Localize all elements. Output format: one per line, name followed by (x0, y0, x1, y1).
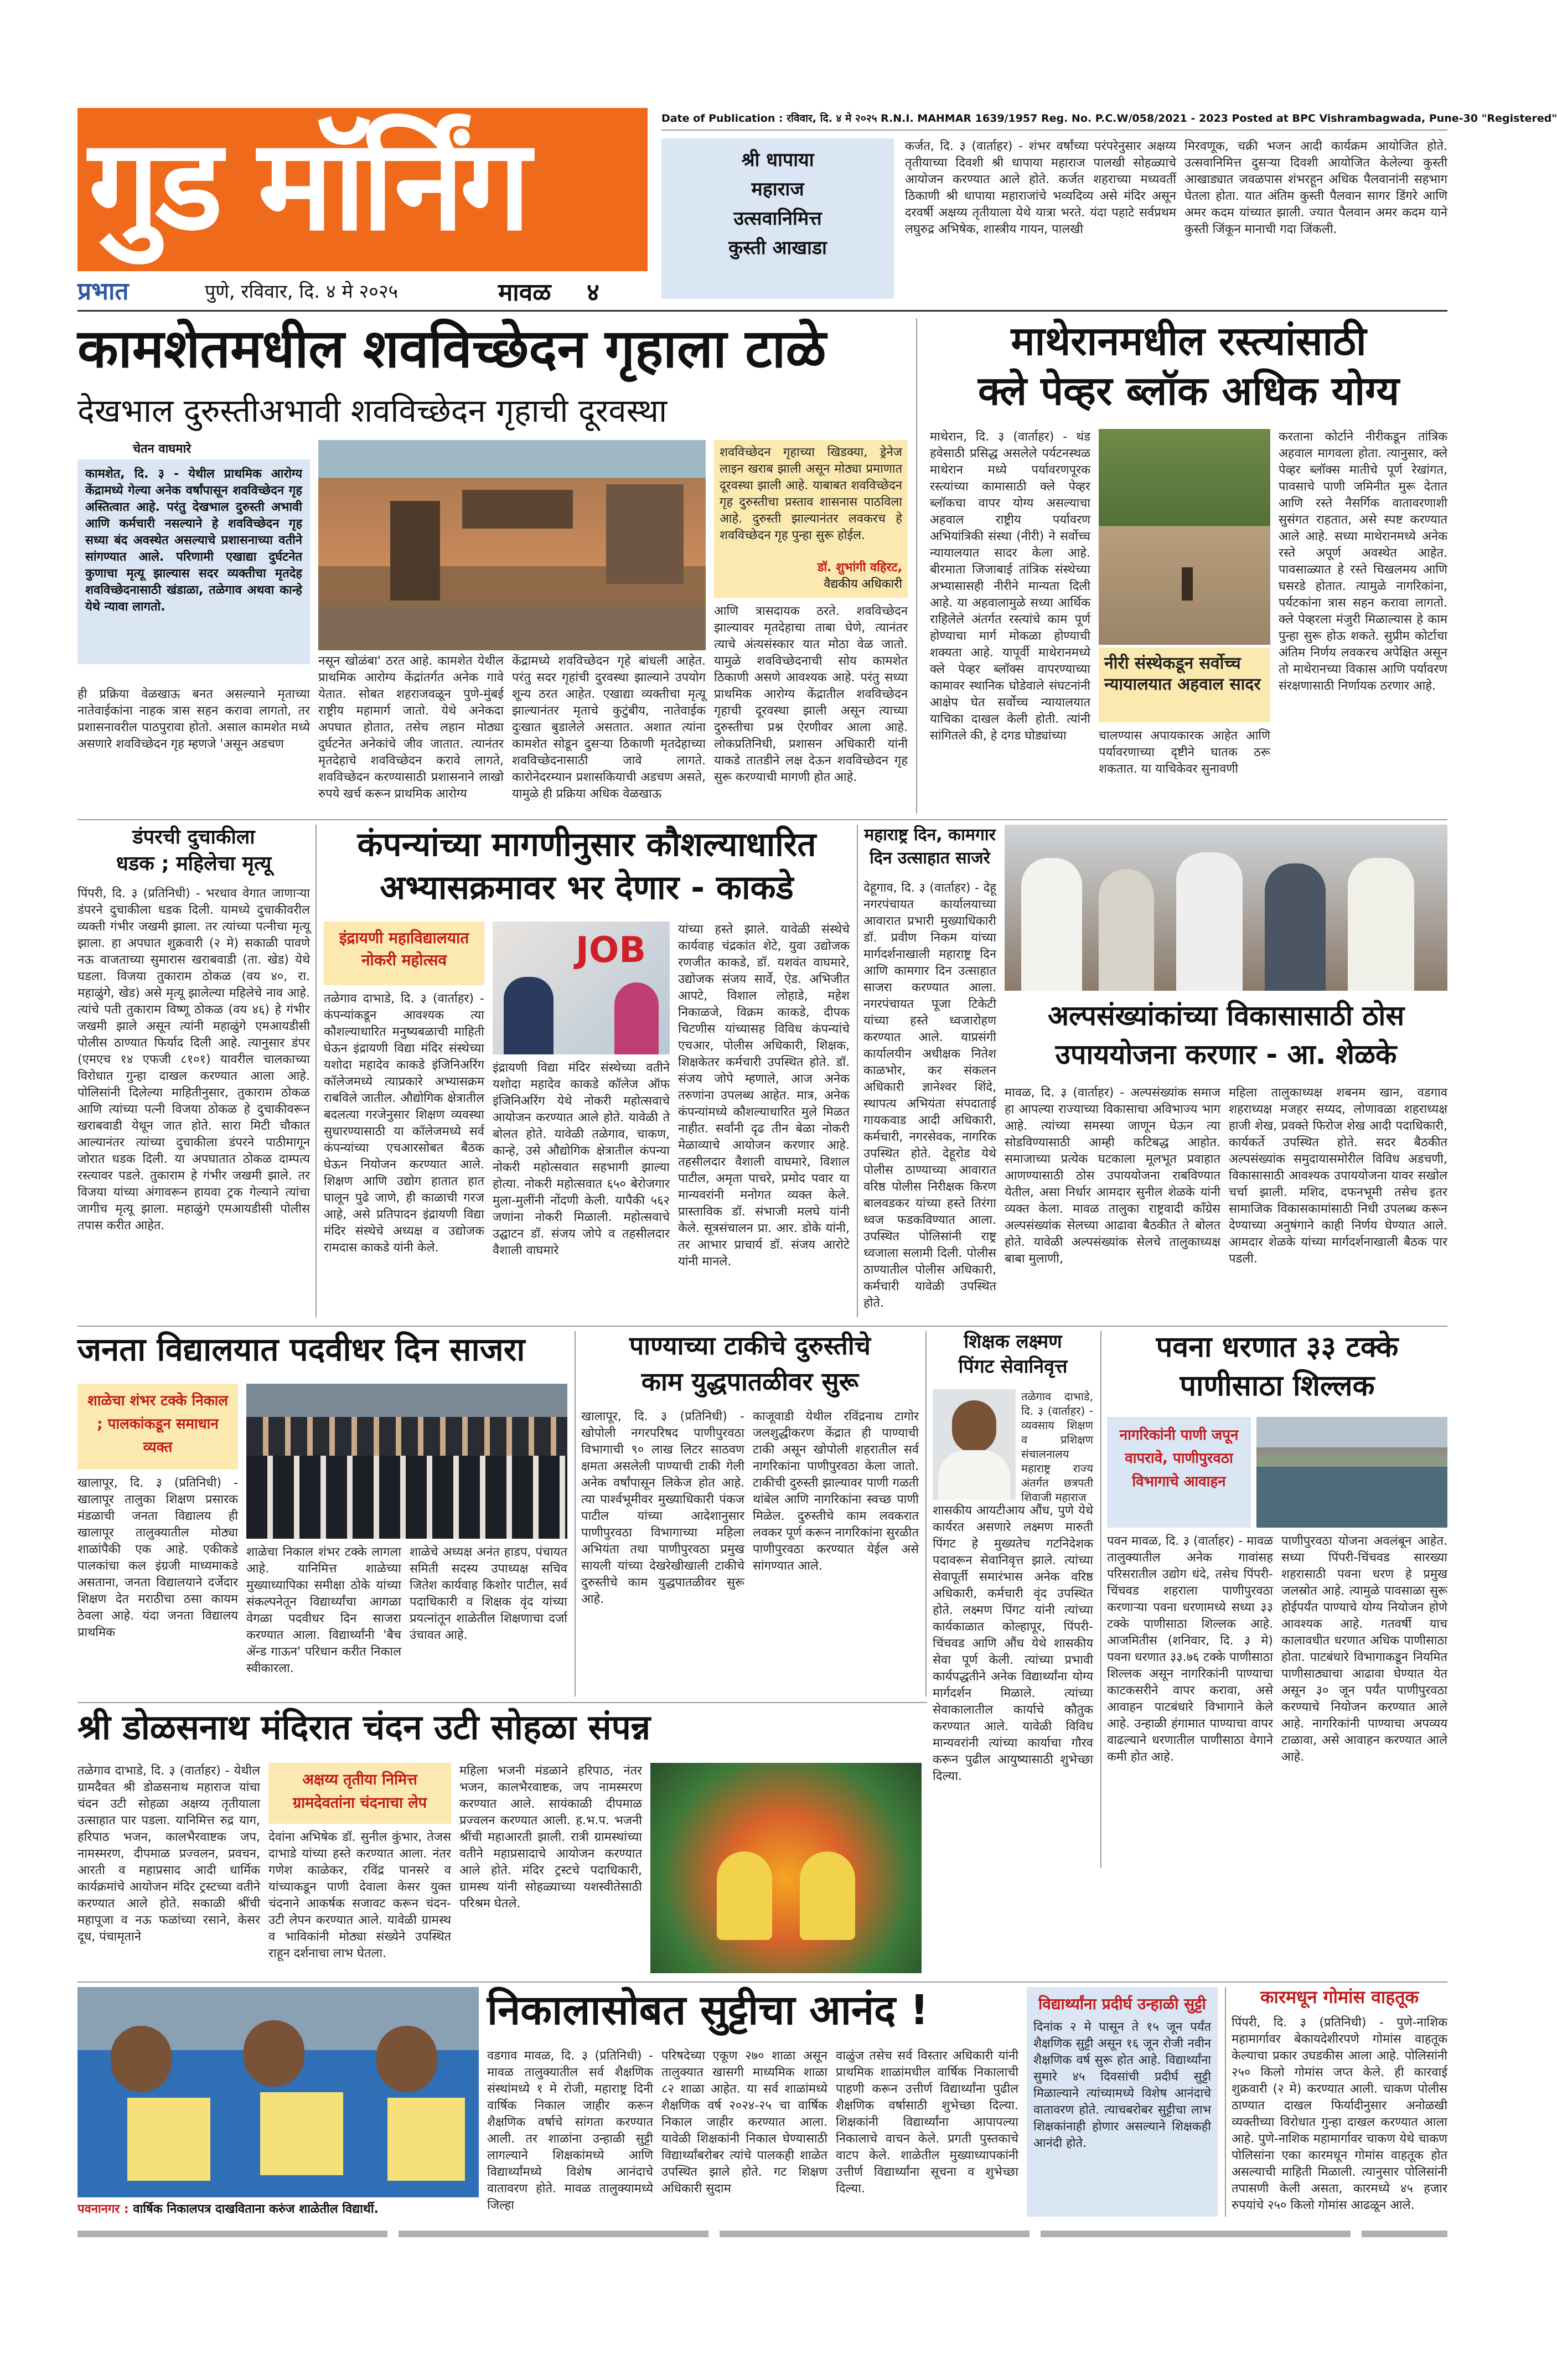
kamshet-quote-author: डॉ. शुभांगी वहिरट, (817, 561, 902, 575)
kamgar-head-1: महाराष्ट्र दिन, कामगार (864, 825, 996, 845)
masthead-logo: गुड मॉर्निंग (89, 111, 527, 258)
row-rule-4 (77, 1981, 1447, 1983)
kamshet-quote-box (714, 440, 908, 598)
dolasnath-headline: श्री डोळसनाथ मंदिरात चंदन उटी सोहळा संपन्न (77, 1707, 651, 1747)
gomans-headline: कारमधून गोमांस वाहतूक (1260, 1986, 1419, 2008)
janata-photo (246, 1384, 567, 1539)
kakade-photo (493, 922, 670, 1054)
pingat-photo (933, 1389, 1016, 1500)
kusti-box (661, 138, 894, 299)
pavana-col-1: पवन मावळ, दि. ३ (वार्ताहर) - मावळ तालुक्यातील अनेक गावांसह परिसरातील उद्योग धंदे, तसेच पिंपरी-चिंचवड शहराला पाणीपुरवठा करणाऱ्या पवना धरणामध्ये सध्या ३३ टक्के पाणीसाठा शिल्लक आहे. आजमितीस (शनिवार, दि. ३ मे) पवना धरणात ३३.७६ टक्के पाणीसाठा शिल्लक असून नागरिकांनी पाण्याचा काटकसरीने वापर करावा, असे आवाहन पाटबंधारे विभागाने केले आहे. उन्हाळी हंगामात पाण्याचा वापर वाढल्याने धरणातील पाणीसाठा वेगाने कमी होत आहे. (1107, 1534, 1273, 1764)
masthead-strip (77, 271, 648, 306)
pingat-head-1: शिक्षक लक्ष्मण (964, 1331, 1062, 1353)
dolasnath-photo (650, 1763, 922, 1973)
shelke-col-1: मावळ, दि. ३ (वार्ताहर) - अल्पसंख्यांक समाज हा आपल्या राज्याच्या विकासाचा अविभाज्य भाग आहे. त्यांच्या समस्या जाणून घेऊन त्या सोडविण्यासाठी आम्ही कटिबद्ध आहोत. समाजाच्या प्रत्येक घटकाला मूलभूत प्रवाहात आणण्यासाठी ठोस उपाययोजना राबविण्यात येतील, असा निर्धार आमदार सुनील शेळके यांनी व्यक्त केला. मावळ तालुका राष्ट्रवादी काँग्रेस अल्पसंख्यांक सेलच्या आढावा बैठकीत ते बोलत होते. यावेळी अल्पसंख्यांक सेलचे तालुकाध्यक्ष बाबा मुलाणी, (1005, 1086, 1220, 1266)
pavana-box-text: नागरिकांनी पाणी जपून वापरावे, पाणीपुरवठा विभागाचे आवाहन (1119, 1427, 1239, 1490)
tanki-col-2: काजूवाडी येथील रविंद्रनाथ टागोर जलशुद्धीकरण केंद्रात ही पाण्याची टाकी असून खोपोली शहरातील सर्व नागरिकांना पाणीपुरवठा केला जातो. टाकीची दुरुस्ती झाल्यावर पाणी गळती थांबेल आणि नागरिकांना स्वच्छ पाणी मिळेल. दुरुस्तीचे काम लवकरात लवकर पूर्ण करून नागरिकांना सुरळीत पाणीपुरवठा करण्यात येईल असे सांगण्यात आले. (753, 1410, 919, 1573)
janata-col-3: शाळेचे अध्यक्ष अनंत हाडप, पंचायत समिती सदस्य उपाध्यक्ष सचिव जितेश कार्यवाह किशोर पाटील, सर्व पदाधिकारी व शिक्षक वृंद यांच्या प्रयत्नांतून शाळेतील शिक्षणाचा दर्जा उंचावत आहे. (410, 1545, 567, 1642)
pavana-head-1: पवना धरणात ३३ टक्के (1156, 1331, 1399, 1364)
job-banner-text: JOB (576, 930, 646, 971)
kamshet-col-3: केंद्रामध्ये शवविच्छेदन गृहे बांधली आहेत. परंतु सदर गृहांची दुरवस्था झाल्याने उपयोग शून्य ठरत आहेत. एखाद्या व्यक्तीचा मृत्यू झाल्यानंतर मृताचे कुटुंबीय, नातेवाईक दुःखात बुडालेले असतात. अशात त्यांना कामशेत सोडून दुसऱ्या ठिकाणी मृतदेहाच्या शवविच्छेदनासाठी जावे लागते. कारोनेदरम्यान प्रशासकियाची अडचण असते, यामुळे ही प्रक्रिया अधिक वेळखाऊ (512, 654, 706, 801)
dampar-head-1: डंपरची दुचाकीला (132, 826, 255, 848)
shelke-photo (1005, 825, 1447, 991)
shelke-col-2: महिला तालुकाध्यक्ष शबनम खान, वडगाव शहराध्यक्ष मजहर सय्यद, लोणावळा शहराध्यक्ष हाजी शेख, प्रवक्ते फिरोज शेख आदी पदाधिकारी, कार्यकर्ते उपस्थित होते. सदर बैठकीत अल्पसंख्यांक समुदायासमोरील विविध अडचणी, विकासासाठी आवश्यक उपाययोजना यावर सखोल चर्चा झाली. मशिद, दफनभूमी तसेच इतर सामाजिक विकासकामांसाठी निधी उपलब्ध करून देण्याच्या अनुषंगाने काही निर्णय घेण्यात आले. आमदार शेळके यांच्या मार्गदर्शनाखाली बैठक पार पडली. (1229, 1086, 1447, 1266)
janata-box-text: शाळेचा शंभर टक्के निकाल ; पालकांकडून समाधान व्यक्त (87, 1393, 228, 1456)
nikal-headline: निकालासोबत सुट्टीचा आनंद ! (487, 1986, 929, 2034)
kakade-col-3: यांच्या हस्ते झाले. यावेळी संस्थेचे कार्यवाह चंद्रकांत शेटे, युवा उद्योजक रणजीत काकडे, डॉ. यशवंत वाघमारे, उद्योजक संजय सार्वे, ऐड. अभिजीत आपटे, विशाल लोहाडे, महेश निकाळजे, विक्रम काकडे, दीपक चिटणीस यांच्यासह विविध कंपन्यांचे एचआर, पोलीस अधिकारी, शिक्षक, शिक्षकेतर कर्मचारी उपस्थित होते. डॉ. संजय जोपे म्हणाले, आज अनेक तरुणांना उपलब्ध आहेत. मात्र, अनेक कंपन्यांमध्ये कौशल्याधारित मुले मिळत नाहीत. सर्वांनी दृढ तीन बेळा नोकरी मेळाव्याचे आयोजन करणार आहे. तहसीलदार वैशाली वाघमारे, विशाल पाटील, अमृता पाचरे, प्रमोद पवार या मान्यवरांनी मनोगत व्यक्त केले. प्रास्ताविक डॉ. संभाजी मलघे यांनी केले. सूत्रसंचालन प्रा. आर. डोके यांनी, तर आभार प्राचार्य डॉ. संजय आरोटे यांनी मानले. (678, 923, 850, 1269)
kamshet-col-2: नसून खोळंबा' ठरत आहे. कामशेत येथील प्राथमिक आरोग्य केंद्रांतर्गत अनेक गावे येतात. सोबत शहराजवळून पुणे-मुंबई राष्ट्रीय महामार्ग जातो. येथे अनेकदा अपघात होतात, तसेच लहान मोठ्या दुर्घटनेत अनेकांचे जीव जातात. त्यानंतर मृतदेहाचे शवविच्छेदन करावे लागते, शवविच्छेदन करण्यासाठी प्रशासनाने लाखो रुपये खर्च करून प्राथमिक आरोग्य (318, 654, 504, 801)
footer-bar (77, 2231, 1447, 2237)
tanki-col-1: खालापूर, दि. ३ (प्रतिनिधी) - खोपोली नगरपरिषद पाणीपुरवठा विभागाची ९० लाख लिटर साठवण क्षमता असलेली पाण्याची टाकी गेली अनेक वर्षांपासून लिकेज होत आहे. त्या पार्श्वभूमीवर मुख्याधिकारी पंकज पाटील यांच्या आदेशानुसार पाणीपुरवठा विभागाच्या महिला अभियंता तथा पाणीपुरवठा प्रमुख सायली यांच्या देखरेखीखाली टाकीचे दुरुस्तीचे काम युद्धपातळीवर सुरू आहे. (581, 1410, 744, 1606)
masthead-logo-block (77, 108, 648, 271)
kakade-head-2: अभ्यासक्रमावर भर देणार - काकडे (380, 868, 794, 907)
dolasnath-col-3: महिला भजनी मंडळाने हरिपाठ, नंतर भजन, कालभैरवाष्टक, जप नामस्मरण करण्यात आले. सायंकाळी दीपमाळ प्रज्वलन करण्यात आली. ह.भ.प. भजनी श्रींची महाआरती झाली. रात्री ग्रामस्थांच्या वतीने महाप्रसादाचे आयोजन करण्यात आले होते. मंदिर ट्रस्टचे पदाधिकारी, ग्रामस्थ यांनी सोहळ्याच्या यशस्वीतेसाठी परिश्रम घेतले. (459, 1764, 642, 1911)
kusti-head-3: उत्सवानिमित्त (733, 208, 822, 230)
kamshet-quote: शवविच्छेदन गृहाच्या खिडक्या, ड्रेनेज लाइन खराब झाली असून मोठ्या प्रमाणात दूरवस्था झाली आहे. याबाबत शवविच्छेदन गृह दुरुस्तीचा प्रस्ताव शासनास पाठविला आहे. दुरुस्ती झाल्यानंतर लवकरच हे शवविच्छेदन गृह पुन्हा सुरू होईल. (720, 446, 902, 542)
kamshet-lead (77, 459, 310, 664)
janata-col-2: शाळेचा निकाल शंभर टक्के लागला आहे. यानिमित्त शाळेच्या मुख्याध्यापिका समीक्षा ठोके यांच्या संकल्पनेतून विद्यार्थ्यांचा आगळा वेगळा पदवीधर दिन साजरा करण्यात आला. विद्यार्थ्यांनी 'बैच ॲन्ड गाऊन' परिधान करीत निकाल स्वीकारला. (246, 1545, 401, 1675)
kusti-head-1: श्री धापाया (741, 149, 814, 171)
kamshet-col-1: ही प्रक्रिया वेळखाऊ बनत असल्याने मृताच्या नातेवाईकांना नाहक त्रास सहन करावा लागतो, तर प्रशासनावरील पाठपुरावा होतो. असाल कामशेत मध्ये असणारे शवविच्छेदन गृह म्हणजे 'असून अडचण (77, 687, 310, 751)
kusti-head-4: कुस्ती आखाडा (728, 237, 827, 260)
tanki-head-2: काम युद्धपातळीवर सुरू (641, 1367, 859, 1396)
matheran-col-1: माथेरान, दि. ३ (वार्ताहर) - थंड हवेसाठी प्रसिद्ध असलेले पर्यटनस्थळ माथेरान मध्ये पर्यावरणपूरक रस्त्यांच्या कामासाठी क्ले पेव्हर ब्लॉकचा वापर योग्य असल्याचा अहवाल राष्ट्रीय पर्यावरण अभियांत्रिकी संस्था (नीरी) ने सर्वोच्च न्यायालयात सादर केला आहे. बीरमाता जिजाबाई तांत्रिक संस्थेच्या अभ्यासासही नीरीने मान्यता दिली आहे. या अहवालामुळे सध्या आर्थिक राहिलेले अंतर्गत रस्त्यांचे काम पूर्ण होण्याचा मार्ग मोकळा होण्याची शक्यता आहे. यापूर्वी माथेरानमध्ये क्ले पेव्हर ब्लॉक्स वापरण्याच्या कामावर स्थानिक घोडेवाले संघटनांनी आक्षेप घेत सर्वोच्च न्यायालयात याचिका दाखल केली होती. त्यांनी सांगितले की, हे दगड घोड्यांच्या (930, 430, 1090, 743)
kamgar-body: देहूगाव, दि. ३ (वार्ताहर) - देहू नगरपंचायत कार्यालयाच्या आवारात प्रभारी मुख्याधिकारी डॉ. प्रवीण निकम यांच्या मार्गदर्शनाखाली महाराष्ट्र दिन आणि कामगार दिन उत्साहात साजरा करण्यात आला. नगरपंचायत पूजा टिकेटी यांच्या हस्ते ध्वजारोहण करण्यात आले. याप्रसंगी कार्यालयीन अधीक्षक नितेश काळभोर, कर संकलन अधिकारी ज्ञानेश्वर शिंदे, स्थापत्य अभियंता संपदाताई गायकवाड आदी अधिकारी, कर्मचारी, नगरसेवक, नागरिक उपस्थित होते. देहूरोड येथे पोलीस ठाण्याच्या आवारात वरिष्ठ पोलीस निरीक्षक किरण बालवडकर यांच्या हस्ते तिरंगा ध्वज फडकविण्यात आला. उपस्थित पोलिसांनी राष्ट्र ध्वजाला सलामी दिली. पोलीस ठाण्यातील पोलीस अधिकारी, कर्मचारी यावेळी उपस्थित होते. (863, 881, 996, 1310)
kakade-head-1: कंपन्यांच्या मागणीनुसार कौशल्याधारित (357, 825, 816, 864)
matheran-col-3: करताना कोर्टाने नीरीकडून तांत्रिक अहवाल मागवला होता. त्यानुसार, क्ले पेव्हर ब्लॉक्स मातीचे पूर्ण रेखांगत, पावसाचे पाणी जमिनीत मुरू देतात आणि रस्ते नैसर्गिक वातावरणाशी सुसंगत राहतात, असे स्पष्ट करण्यात आले आहे. सध्या माथेरानमध्ये अनेक रस्ते अपूर्ण अवस्थेत आहेत. पावसाळ्यात हे रस्ते चिखलमय आणि घसरडे होतात. त्यामुळे नागरिकांना, पर्यटकांना त्रास सहन करावा लागतो. क्ले पेव्हरला मंजुरी मिळाल्यास हे काम पुन्हा सुरू होऊ शकते. सुप्रीम कोर्टाचा अंतिम निर्णय लवकरच अपेक्षित असून तो माथेरानच्या विकास आणि पर्यावरण संरक्षणासाठी निर्णायक ठरणार आहे. (1279, 430, 1447, 693)
kakade-col-1: तळेगाव दाभाडे, दि. ३ (वार्ताहर) - कंपन्यांकडून आवश्यक त्या कौशल्याधारित मनुष्यबळाची माहिती घेऊन इंद्रायणी विद्या मंदिर संस्थेच्या यशोदा महादेव काकडे इंजिनिअरिंग कॉलेजमध्ये त्याप्रकारे अभ्यासक्रम राबविले जातील. औद्योगिक क्षेत्रातील बदलत्या गरजेनुसार शिक्षण व्यवस्था सुधारण्यासाठी या कॉलेजमध्ये सर्व कंपन्यांच्या एचआरसोबत बैठक घेऊन नियोजन करण्यात आले. शिक्षण आणि उद्योग हातात हात घालून पुढे जाणे, ही काळाची गरज आहे, असे प्रतिपादन इंद्रायणी विद्या मंदिर संस्थेचे अध्यक्ष व उद्योजक रामदास काकडे यांनी केले. (324, 992, 484, 1255)
col-rule-dampar (315, 825, 317, 1317)
nikal-box-head: विद्यार्थ्यांना प्रदीर्घ उन्हाळी सुट्टी (1038, 1995, 1206, 2013)
kusti-col-2: मिरवणूक, चक्री भजन आदी कार्यक्रम आयोजित होते. उत्सवानिमित्त दुसऱ्या दिवशी आयोजित केलेल्या कुस्ती आखाड्यात जवळपास शंभरहून अधिक पैलवानांनी सहभाग घेतला होता. यात अंतिम कुस्ती पैलवान सागर डिंगरे आणि अमर कदम यांच्यात झाली. ज्यात पैलवान अमर कदम याने कुस्ती जिंकून मानाची गदा जिंकली. (1184, 139, 1447, 236)
kamshet-photo (318, 440, 706, 650)
brand-name: प्रभात (77, 277, 129, 306)
matheran-head-1: माथेरानमधील रस्त्यांसाठी (1011, 318, 1367, 364)
nikal-caption-text: वार्षिक निकालपत्र दाखविताना करुंज शाळेतील विद्यार्थी. (133, 2202, 379, 2216)
row-rule-1 (77, 819, 1447, 820)
nikal-caption (77, 2200, 479, 2217)
kusti-head-2: महाराज (751, 178, 804, 201)
pingat-head-2: पिंगट सेवानिवृत्त (958, 1355, 1068, 1378)
janata-box (77, 1384, 238, 1470)
nikal-col-2: परिषदेच्या एकूण २७० शाळा असून तालुक्यात खासगी माध्यमिक शाळा ८२ शाळा आहेत. या सर्व शाळांमध्ये शैक्षणिक वर्ष २०२४-२५ चा वार्षिक निकाल जाहीर करण्यात आला. यावेळी शिक्षकांनी निकाल घेण्यासाठी विद्यार्थ्यांबरोबर त्यांचे पालकही शाळेत उपस्थित झाले होते. गट शिक्षण अधिकारी सुदाम (661, 2049, 827, 2196)
place-date: पुणे, रविवार, दि. ४ मे २०२५ (205, 281, 399, 303)
pavana-box (1107, 1417, 1251, 1528)
matheran-col-2: चालण्यास अपायकारक आहेत आणि पर्यावरणाच्या दृष्टीने घातक ठरू शकतात. या याचिकेवर सुनावणी (1099, 729, 1270, 776)
dampar-body: पिंपरी, दि. ३ (प्रतिनिधी) - भरधाव वेगात जाणाऱ्या डंपरने दुचाकीला धडक दिली. यामध्ये दुचाकीवरील व्यक्ती गंभीर जखमी झाला. तर त्यांच्या पत्नीचा मृत्यू झाला. हा अपघात शुक्रवारी (२ मे) सकाळी पावणे नऊ वाजताच्या सुमारास खराबवाडी (ता. खेड) येथे घडला. विजया तुकाराम ठोकळ (वय ४०, रा. महाळुंगे, खेड) असे मृत्यू झालेल्या महिलेचे नाव आहे. त्यांचे पती तुकाराम विष्णू ठोकळ (वय ४६) हे गंभीर जखमी झाले असून त्यांनी महाळुंगे एमआयडीसी पोलीस ठाण्यात फिर्याद दिली आहे. त्यानुसार डंपर (एमएच १४ एफजी ८१०१) यावरील चालकाच्या विरोधात गुन्हा दाखल करण्यात आला आहे. पोलिसांनी दिलेल्या माहितीनुसार, तुकाराम ठोकळ आणि त्यांच्या पत्नी विजया ठोकळ हे दुचाकीवरून खराबवाडी येथून जात होते. सारा मिटी चौकात आल्यानंतर त्यांच्या दुचाकीला डंपरने पाठीमागून जोरात धडक दिली. या अपघातात ठोकळ दाम्पत्य रस्त्यावर पडले. तुकाराम हे गंभीर जखमी झाले. तर विजया यांच्या अंगावरून हायवा ट्रक गेल्याने त्यांचा जागीच मृत्यू झाला. महाळुंगे एमआयडीसी पोलीस तपास करीत आहेत. (77, 887, 310, 1233)
kakade-col-2: इंद्रायणी विद्या मंदिर संस्थेच्या वतीने यशोदा महादेव काकडे कॉलेज ऑफ इंजिनिअरिंग येथे नोकरी महोत्सवाचे आयोजन करण्यात आले होते. यावेळी ते बोलत होते. यावेळी तळेगाव, चाकण, कान्हे, उसे औद्योगिक क्षेत्रातील कंपन्या नोकरी महोत्सवात सहभागी झाल्या होत्या. नोकरी महोत्सवात ६५० बेरोजगार मुला-मुलींनी नोंदणी केली. यापैकी ५६२ जणांना नोकरी मिळाली. महोत्सवाचे उद्घाटन डॉ. संजय जोपे व तहसीलदार वैशाली वाघमारे (493, 1061, 670, 1258)
kamshet-col-4: आणि त्रासदायक ठरते. शवविच्छेदन झाल्यावर मृतदेहाचा ताबा घेणे, त्यानंतर त्याचे अंत्यसंस्कार यात मोठा वेळ जातो. यामुळे शवविच्छेदनाची सोय कामशेत ठिकाणी असणे आवश्यक आहे. परंतु सध्या प्राथमिक आरोग्य केंद्रातील शवविच्छेदन गृहाची दूरवस्था झाली असून त्याच्या दुरुस्तीचा प्रश्न ऐरणीवर आला आहे. लोकप्रतिनिधी, प्रशासन अधिकारी यांनी याकडे तातडीने लक्ष देऊन शवविच्छेदन गृह सुरू करण्याची मागणी होत आहे. (714, 604, 908, 784)
dolasnath-box (268, 1763, 451, 1824)
page-number: ४ (587, 278, 599, 307)
nikal-col-3: वाळुंज तसेच सर्व विस्तार अधिकारी यांनी प्राथमिक शाळांमधील वार्षिक निकालाची पाहणी करून उत्तीर्ण विद्यार्थ्यांना पुढील शैक्षणिक वर्षासाठी शुभेच्छा दिल्या. शिक्षकांनी विद्यार्थ्यांना आपापल्या निकालाचे वाचन केले. प्रगती पुस्तकाचे वाटप केले. शाळेतील मुख्याध्यापकांनी उत्तीर्ण विद्यार्थ्यांना सूचना व शुभेच्छा दिल्या. (836, 2049, 1018, 2196)
kakade-box (324, 922, 484, 985)
matheran-caption: नीरी संस्थेकडून सर्वोच्च न्यायालयात अहवाल सादर (1104, 654, 1261, 694)
nikal-caption-place: पवनानगर : (77, 2202, 129, 2216)
pubinfo-rule (661, 130, 1447, 131)
pavana-head-2: पाणीसाठा शिल्लक (1180, 1369, 1375, 1403)
pavana-photo (1256, 1417, 1447, 1528)
kamshet-byline: चेतन वाघमारे (133, 442, 192, 456)
kamshet-headline: कामशेतमधील शवविच्छेदन गृहाला टाळे (77, 318, 826, 380)
dampar-head-2: धडक ; महिलेचा मृत्यू (116, 852, 272, 875)
dolasnath-col-1: तळेगाव दाभाडे, दि. ३ (वार्ताहर) - येथील ग्रामदैवत श्री डोळसनाथ महाराज यांचा चंदन उटी सोहळा अक्षय्य तृतीयाला उत्साहात पार पडला. यानिमित्त रुद्र याग, हरिपाठ भजन, कालभैरवाष्टक जप, नामस्मरण, दीपमाळ प्रज्वलन, प्रवचन, आरती व महाप्रसाद आदी धार्मिक कार्यक्रमांचे आयोजन मंदिर ट्रस्टच्या वतीने करण्यात आले होते. सकाळी श्रींची महापूजा व नऊ फळांच्या रसाने, केसर दूध, पंचामृताने (77, 1764, 260, 1944)
col-rule-kamshet (916, 318, 917, 814)
kakade-box-text: इंद्रायणी महाविद्यालयात नोकरी महोत्सव (339, 929, 469, 969)
matheran-photo (1099, 429, 1270, 645)
shelke-headline: अल्पसंख्यांकांच्या विकासासाठी ठोस उपाययोजना करणार - आ. शेळके (1047, 1000, 1405, 1070)
janata-col-1: खालापूर, दि. ३ (प्रतिनिधी) - खालापूर तालुका शिक्षण प्रसारक मंडळाची जनता विद्यालय ही खालापूर तालुक्यातील मोठ्या शाळांपैकी एक आहे. एकीकडे पालकांचा कल इंग्रजी माध्यमाकडे असताना, जनता विद्यालयाने दर्जेदार शिक्षण देत मराठीचा ठसा कायम ठेवला आहे. यंदा जनता विद्यालय प्राथमिक (77, 1476, 238, 1639)
col-rule-tanki (925, 1331, 927, 1696)
kusti-col-1: कर्जत, दि. ३ (वार्ताहर) - शंभर वर्षांच्या परंपरेनुसार अक्षय्य तृतीयाच्या दिवशी श्री धापाया महाराज पालखी सोहळ्याचे आयोजन करण्यात आले होते. कर्जत शहराच्या मध्यवर्ती ठिकाणी श्री धापाया महाराजांचे भव्यदिव्य असे मंदिर असून दरवर्षी अक्षय्य तृतीयाला येथे यात्रा भरते. यंदा पहाटे सर्वप्रथम लघुरुद्र अभिषेक, शास्त्रीय गायन, पालखी (905, 139, 1176, 236)
dolasnath-col-2: देवांना अभिषेक डॉ. सुनील कुंभार, तेजस दाभाडे यांच्या हस्ते करण्यात आला. नंतर गणेश काळेकर, रविंद्र पानसरे व यांच्याकडून पाणी देवाला केसर युक्त चंदनाने आकर्षक सजावट करून चंदन-उटी लेपन करण्यात आले. यावेळी ग्रामस्थ व भाविकांनी मोठ्या संख्येने उपस्थित राहून दर्शनाचा लाभ घेतला. (268, 1830, 451, 1960)
edition-name: मावळ (498, 278, 551, 307)
gomans-body: पिंपरी, दि. ३ (प्रतिनिधी) - पुणे-नाशिक महामार्गावर बेकायदेशीरपणे गोमांस वाहतूक केल्याचा प्रकार उघडकीस आला आहे. पोलिसांनी २५० किलो गोमांस जप्त केले. ही कारवाई शुक्रवारी (२ मे) करण्यात आली. चाकण पोलीस ठाण्यात दाखल फिर्यादीनुसार अनोळखी व्यक्तीच्या विरोधात गुन्हा दाखल करण्यात आला आहे. पुणे-नाशिक महामार्गावर चाकण येथे चाकण पोलिसांना एका कारमधून गोमांस वाहतूक होत असल्याची माहिती मिळाली. त्यानुसार पोलिसांनी तपासणी केली असता, कारमध्ये ४५ हजार रुपयांचे २५० किलो गोमांस आढळून आले. (1232, 2016, 1447, 2212)
nikal-box-text: दिनांक २ मे पासून ते १५ जून पर्यंत शैक्षणिक सुट्टी असून १६ जून रोजी नवीन शैक्षणिक वर्ष सुरू होत आहे. विद्यार्थ्यांना सुमारे ४५ दिवसांची प्रदीर्घ सुट्टी मिळाल्याने त्यांच्यामध्ये विशेष आनंदाचे वातावरण होते. त्याचबरोबर सुट्टीचा लाभ शिक्षकांनाही होणार असल्याने शिक्षकही आनंदी होते. (1033, 2020, 1211, 2150)
col-rule-pingat (1100, 1331, 1101, 1868)
publication-info: Date of Publication : रविवार, दि. ४ मे २०२५ R.N.I. MAHMAR 1639/1957 Reg. No. P.C.W/058/2021 - 2023 Posted at BPC Vishrambagwada, Pune-30 "Registered" (661, 112, 1557, 125)
kamgar-head-2: दिन उत्साहात साजरे (870, 848, 990, 868)
matheran-head-2: क्ले पेव्हर ब्लॉक अधिक योग्य (977, 368, 1400, 414)
tanki-head-1: पाण्याच्या टाकीचे दुरुस्तीचे (629, 1331, 871, 1360)
pingat-col-1: तळेगाव दाभाडे, दि. ३ (वार्ताहर) - व्यवसाय शिक्षण व प्रशिक्षण संचालनालय महाराष्ट्र राज्य अंतर्गत छत्रपती शिवाजी महाराज (1021, 1390, 1093, 1504)
matheran-caption-box (1099, 648, 1270, 722)
col-rule-kakade (857, 825, 858, 1317)
nikal-box (1027, 1987, 1218, 2217)
row-rule-2 (77, 1326, 1447, 1327)
pavana-col-2: पाणीपुरवठा योजना अवलंबून आहेत. सध्या पिंपरी-चिंचवड सारख्या शहरासाठी पवना धरण हे प्रमुख जलस्रोत आहे. त्यामुळे पावसाळा सुरू होईपर्यंत पाण्याचे योग्य नियोजन होणे आवश्यक आहे. गतवर्षी याच कालावधीत धरणात अधिक पाणीसाठा होता. पाटबंधारे विभागाकडून नियमित पाणीसाठ्याचा आढावा घेण्यात येत असून ३० जून पर्यंत पाणीपुरवठा करण्याचे नियोजन करण्यात आले आहे. नागरिकांनी पाण्याचा अपव्यय टाळावा, असे आवाहन करण्यात आले आहे. (1281, 1534, 1447, 1764)
row-rule-3 (77, 1702, 927, 1703)
nikal-col-1: वडगाव मावळ, दि. ३ (प्रतिनिधी) - मावळ तालुक्यातील सर्व शैक्षणिक संस्थांमध्ये १ मे रोजी, महाराष्ट्र दिनी वार्षिक निकाल जाहीर करून शैक्षणिक वर्षाचे सांगता करण्यात आली. तर शाळांना उन्हाळी सुट्टी लागल्याने शिक्षकांमध्ये आणि विद्यार्थ्यांमध्ये विशेष आनंदाचे वातावरण होते. मावळ तालुक्यामध्ये जिल्हा (487, 2049, 653, 2212)
dolasnath-box-text: अक्षय्य तृतीया निमित्त ग्रामदेवतांना चंदनाचा लेप (292, 1771, 427, 1812)
kamshet-lead-text: कामशेत, दि. ३ - येथील प्राथमिक आरोग्य केंद्रामध्ये गेल्या अनेक वर्षांपासून शवविच्छेदन गृह अस्तित्वात आहे. परंतु देखभाल दुरुस्ती अभावी आणि कर्मचारी नसल्याने हे शवविच्छेदन गृह सध्या बंद अवस्थेत असल्याचे प्रशासनाच्या वतीने सांगण्यात आले. परिणामी एखाद्या दुर्घटनेत कुणाचा मृत्यू झाल्यास सदर व्यक्तीचा मृतदेह शवविच्छेदनासाठी खंडाळा, तळेगाव अथवा कान्हे येथे न्यावा लागतो. (85, 467, 302, 614)
kamshet-quote-role: वैद्यकीय अधिकारी (824, 577, 902, 591)
kamshet-subhead: देखभाल दुरुस्तीअभावी शवविच्छेदन गृहाची दूरवस्था (77, 392, 668, 430)
janata-headline: जनता विद्यालयात पदवीधर दिन साजरा (77, 1331, 525, 1368)
masthead-bottom-rule (77, 310, 1447, 312)
col-rule-nikal (1225, 1987, 1226, 2217)
pingat-col-2: शासकीय आयटीआय औंध, पुणे येथे कार्यरत असणारे लक्ष्मण मारुती पिंगट हे मुख्यतेच गटनिदेशक पदावरून सेवानिवृत्त झाले. त्यांच्या सेवापूर्ती समारंभास अनेक वरिष्ठ अधिकारी, कर्मचारी वृंद उपस्थित होते. लक्ष्मण पिंगट यांनी त्यांच्या कार्यकाळात कोल्हापूर, पिंपरी-चिंचवड आणि औंध येथे शासकीय सेवा पूर्ण केली. त्यांच्या प्रभावी कार्यपद्धतीने अनेक विद्यार्थ्यांना योग्य मार्गदर्शन मिळाले. त्यांच्या सेवाकालातील कार्याचे कौतुक करण्यात आले. यावेळी विविध मान्यवरांनी त्यांच्या कार्याचा गौरव करून पुढील आयुष्यासाठी शुभेच्छा दिल्या. (933, 1504, 1093, 1783)
col-rule-janata (575, 1331, 576, 1696)
nikal-photo (77, 1987, 479, 2197)
